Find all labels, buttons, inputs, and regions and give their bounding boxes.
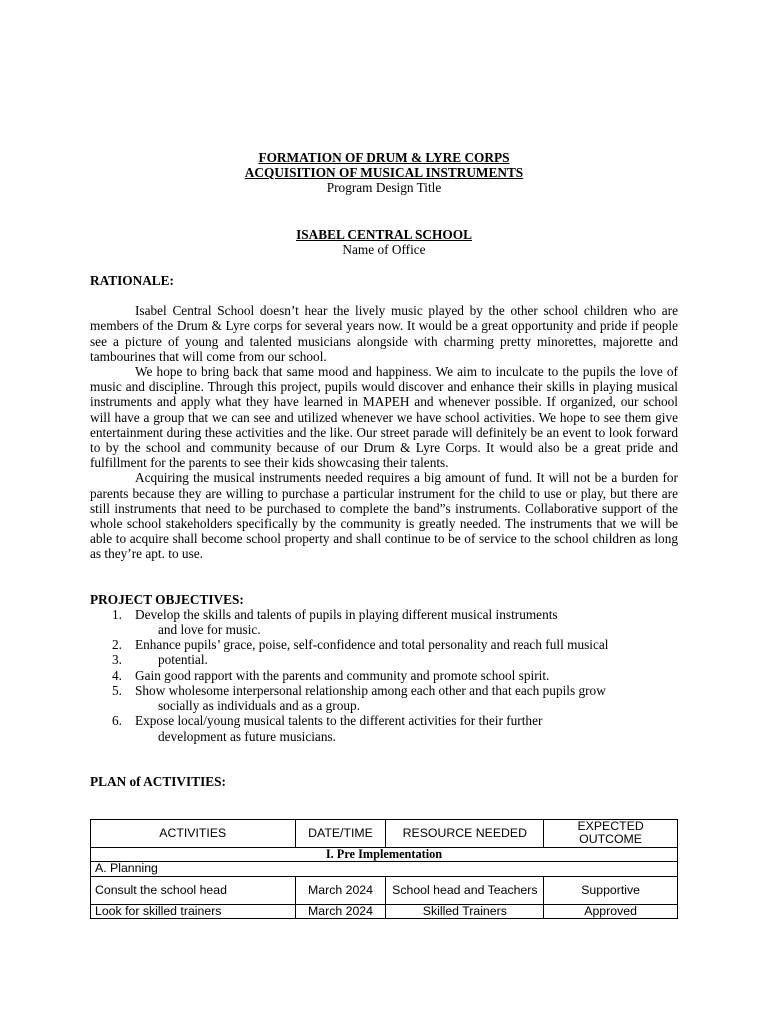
- list-item: 6. Expose local/young musical talents to the different activities for their further development as future musicians.: [112, 713, 543, 744]
- list-item: 5. Show wholesome interpersonal relationship among each other and that each pupils grow socially as individuals and as a group.: [112, 682, 606, 714]
- table-row: [91, 904, 678, 919]
- phase-label: I. Pre Implementation: [91, 847, 678, 862]
- rationale-paragraph: We hope to bring back that same mood and happiness. We aim to inculcate to the pupils the love of music and discipline. Through this project, pupils would discover and enhance their skills in playing musical instruments and apply what they have learned in MAPEH and whenever possible. If organized, our school will have a group that we can see and utilized whenever we have school activities. We hope to see them give entertainment during these activities and the like. Our street parade will definitely be an event to look forward to by the school and community because of our Drum & Lyre Corps. It would also be a great pride and fulfillment for the parents to see their kids showcasing their talents.: [90, 364, 678, 471]
- section-label: A. Planning: [91, 862, 678, 877]
- list-item: 3. potential.: [112, 652, 208, 668]
- program-title-line2: ACQUISITION OF MUSICAL INSTRUMENTS: [244, 165, 524, 181]
- section-row: [91, 862, 678, 877]
- rationale-paragraph: Isabel Central School doesn’t hear the lively music played by the other school children who are members of the Drum & Lyre corps for several years now. It would be a great opportunity and pride if people see a picture of young and talented musicians alongside with charming pretty minorettes, majorette and tambourines that will come from our school.: [90, 303, 678, 364]
- list-item: 4. Gain good rapport with the parents and community and promote school spirit.: [112, 667, 550, 683]
- list-item: 1. Develop the skills and talents of pupils in playing different musical instruments and love for music.: [112, 606, 558, 638]
- column-header: DATE/TIME: [295, 819, 386, 847]
- office-name: ISABEL CENTRAL SCHOOL: [296, 226, 472, 242]
- list-item: 2. Enhance pupils’ grace, poise, self-confidence and total personality and reach full musical: [112, 637, 609, 653]
- column-header: EXPECTED OUTCOME: [544, 819, 678, 847]
- document-page: [90, 150, 678, 919]
- activity-cell: Consult the school head: [91, 876, 296, 904]
- date-cell: March 2024: [295, 904, 386, 919]
- rationale-body: [90, 303, 678, 561]
- rationale-paragraph: Acquiring the musical instruments needed requires a big amount of fund. It will not be a burden for parents because they are willing to purchase a particular instrument for the child to use or play, but there are still instruments that need to be purchased to complete the band”s instruments. Collaborative support of the whole school stakeholders specifically by the community is greatly needed. The instruments that we will be able to acquire shall become school property and shall continue to be of service to the school children as long as they’re apt. to use.: [90, 470, 678, 562]
- outcome-cell: Supportive: [544, 876, 678, 904]
- program-title-line1: FORMATION OF DRUM & LYRE CORPS: [258, 150, 510, 165]
- date-cell: March 2024: [295, 876, 386, 904]
- table-row: [91, 876, 678, 904]
- resource-cell: Skilled Trainers: [386, 904, 544, 919]
- objectives-heading: PROJECT OBJECTIVES:: [90, 591, 244, 607]
- activity-cell: Look for skilled trainers: [91, 904, 296, 919]
- table-header-row: [91, 819, 678, 847]
- objectives-list: [90, 607, 678, 744]
- rationale-heading: RATIONALE:: [90, 273, 174, 289]
- office-caption: Name of Office: [342, 241, 426, 257]
- program-title-caption: Program Design Title: [326, 180, 442, 196]
- column-header: ACTIVITIES: [91, 819, 296, 847]
- phase-row: [91, 847, 678, 862]
- activities-table: [90, 819, 678, 920]
- column-header: RESOURCE NEEDED: [386, 819, 544, 847]
- resource-cell: School head and Teachers: [386, 876, 544, 904]
- plan-heading: PLAN of ACTIVITIES:: [90, 773, 226, 789]
- outcome-cell: Approved: [544, 904, 678, 919]
